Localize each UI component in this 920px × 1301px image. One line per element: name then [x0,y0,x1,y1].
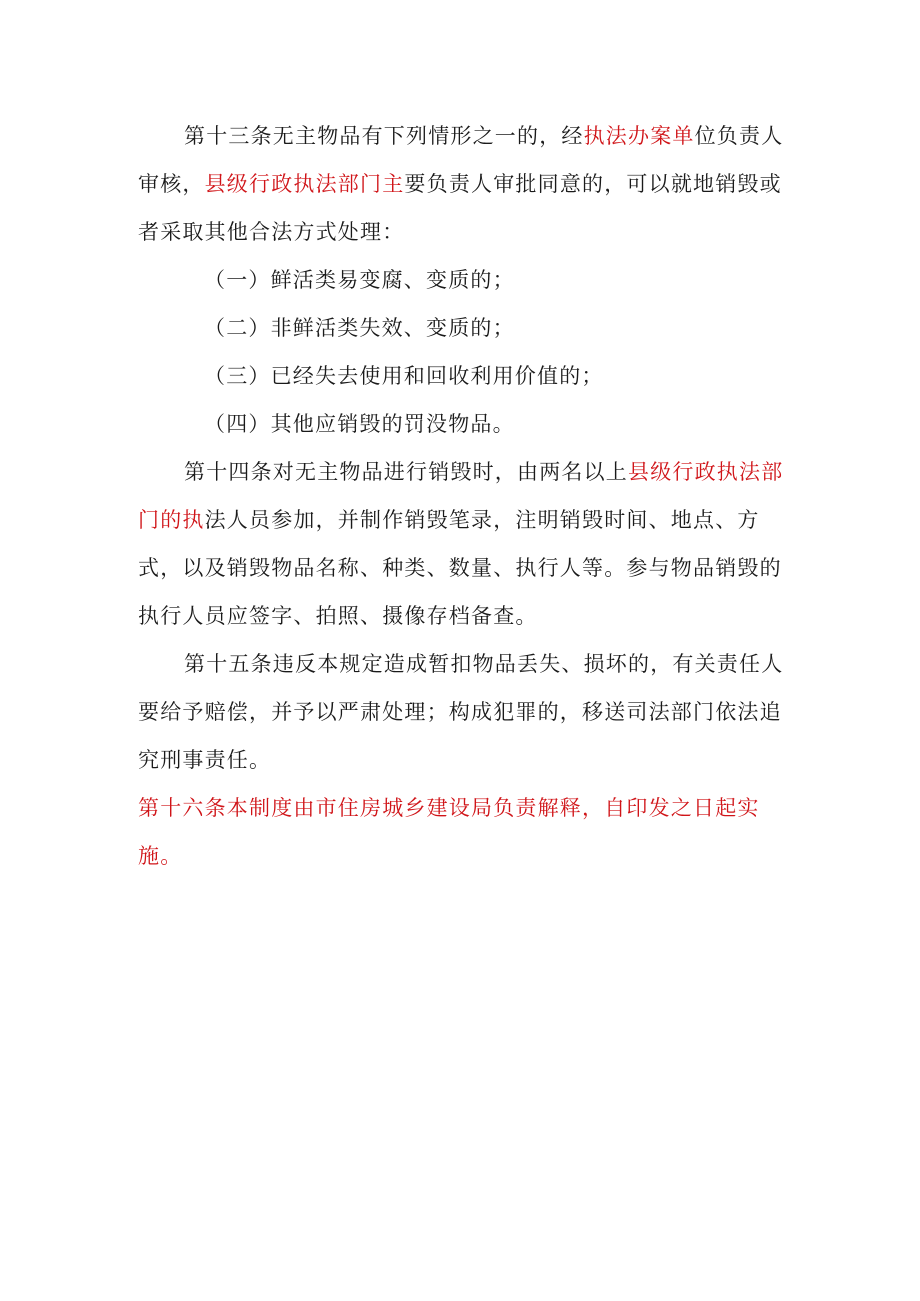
article-14-text-2: 法人员参加，并制作销毁笔录，注明销毁时间、地点、方式，以及销毁物品名称、种类、数量、执行人等。参与物品销毁的执行人员应签字、拍照、摄像存档备查。 [138,508,782,628]
list-item-1: （一）鲜活类易变腐、变质的； [204,268,515,292]
article-14-text-1: 第十四条对无主物品进行销毁时，由两名以上 [184,460,628,484]
article-13-text-1: 第十三条无主物品有下列情形之一的，经 [184,124,584,148]
article-15: 第十五条违反本规定造成暂扣物品丢失、损坏的，有关责任人要给予赔偿，并予以严肃处理；构成犯罪的，移送司法部门依法追究刑事责任。 [138,652,784,772]
document-body [138,112,788,880]
article-13 [138,112,788,256]
article-14-highlight-1: 县级行政执法部门的执 [138,460,784,532]
article-16: 第十六条本制度由市住房城乡建设局负责解释，自印发之日起实施。 [138,796,760,868]
list-item-2: （二）非鲜活类失效、变质的； [204,316,515,340]
article-13-highlight-2: 县级行政执法部门主 [204,172,405,196]
article-14 [138,448,788,640]
article-13-text-2: 位负责人审核， [138,124,784,196]
article-13-highlight-1: 执法办案单 [583,124,695,148]
article-13-text-3: 要负责人审批同意的，可以就地销毁或者采取其他合法方式处理： [138,172,782,244]
list-item-3: （三）已经失去使用和回收利用价值的； [204,364,604,388]
list-item-4: （四）其他应销毁的罚没物品。 [204,412,515,436]
